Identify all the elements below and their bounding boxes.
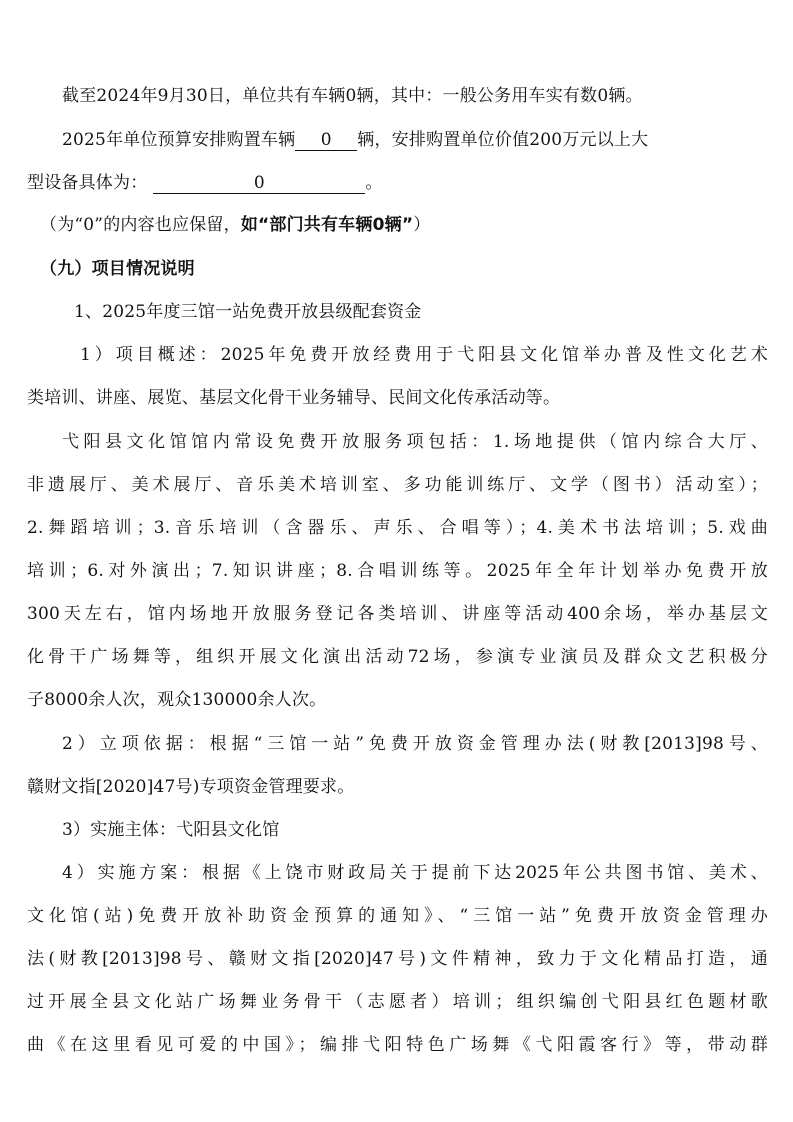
vehicle-purchase-tail: 辆，安排购置单位价值200万元以上大 (357, 130, 649, 150)
equipment-value: 0 (153, 173, 365, 194)
vehicle-purchase-value: 0 (295, 130, 357, 151)
plan-line-2: 文化馆(站)免费开放补助资金预算的通知》、“三馆一站”免费开放资金管理办 (27, 906, 768, 926)
overview-line-2: 类培训、讲座、展览、基层文化骨干业务辅导、民间文化传承活动等。 (27, 388, 561, 408)
zero-note-text: （为“0”的内容也应保留， (40, 215, 241, 235)
zero-note-end: ） (413, 215, 431, 235)
services-line-3: 2.舞蹈培训；3.音乐培训（含器乐、声乐、合唱等）；4.美术书法培训；5.戏曲 (27, 518, 768, 538)
services-line-4: 培训；6.对外演出；7.知识讲座；8.合唱训练等。2025年全年计划举办免费开放 (27, 561, 768, 581)
overview-line-1: 1）项目概述：2025年免费开放经费用于弋阳县文化馆举办普及性文化艺术 (80, 345, 768, 365)
plan-line-5: 曲《在这里看见可爱的中国》；编排弋阳特色广场舞《弋阳霞客行》等，带动群 (27, 1035, 768, 1055)
vehicle-purchase-line (62, 129, 648, 151)
zero-note-line (40, 214, 430, 236)
basis-line-1: 2）立项依据：根据“三馆一站”免费开放资金管理办法(财教[2013]98号、 (62, 734, 768, 754)
equipment-label: 型设备具体为： (27, 173, 148, 193)
plan-line-3: 法(财教[2013]98号、赣财文指[2020]47号)文件精神，致力于文化精品打造，通 (27, 949, 768, 969)
services-line-7: 子8000余人次，观众130000余人次。 (27, 690, 327, 710)
plan-line-1: 4）实施方案：根据《上饶市财政局关于提前下达2025年公共图书馆、美术、 (62, 863, 768, 883)
services-line-2: 非遗展厅、美术展厅、音乐美术培训室、多功能训练厅、文学（图书）活动室）； (27, 475, 768, 495)
zero-note-bold: 如“部门共有车辆0辆” (240, 215, 414, 235)
plan-line-4: 过开展全县文化站广场舞业务骨干（志愿者）培训；组织编创弋阳县红色题材歌 (27, 992, 768, 1012)
vehicle-count-text: 截至2024年9月30日，单位共有车辆0辆，其中：一般公务用车实有数0辆。 (62, 86, 643, 106)
vehicle-purchase-text: 2025年单位预算安排购置车辆 (62, 130, 296, 150)
equipment-tail: 。 (365, 173, 383, 193)
services-line-6: 化骨干广场舞等，组织开展文化演出活动72场，参演专业演员及群众文艺积极分 (27, 647, 768, 667)
services-line-1: 弋阳县文化馆馆内常设免费开放服务项包括：1.场地提供（馆内综合大厅、 (62, 432, 768, 452)
services-line-5: 300天左右，馆内场地开放服务登记各类培训、讲座等活动400余场，举办基层文 (27, 604, 768, 624)
implementing-entity: 3）实施主体：弋阳县文化馆 (62, 820, 280, 840)
equipment-line (27, 172, 383, 194)
section-heading: （九）项目情况说明 (40, 259, 195, 279)
project-title: 1、2025年度三馆一站免费开放县级配套资金 (74, 302, 422, 322)
vehicle-count-line (62, 85, 643, 107)
basis-line-2: 赣财文指[2020]47号)专项资金管理要求。 (27, 777, 355, 797)
